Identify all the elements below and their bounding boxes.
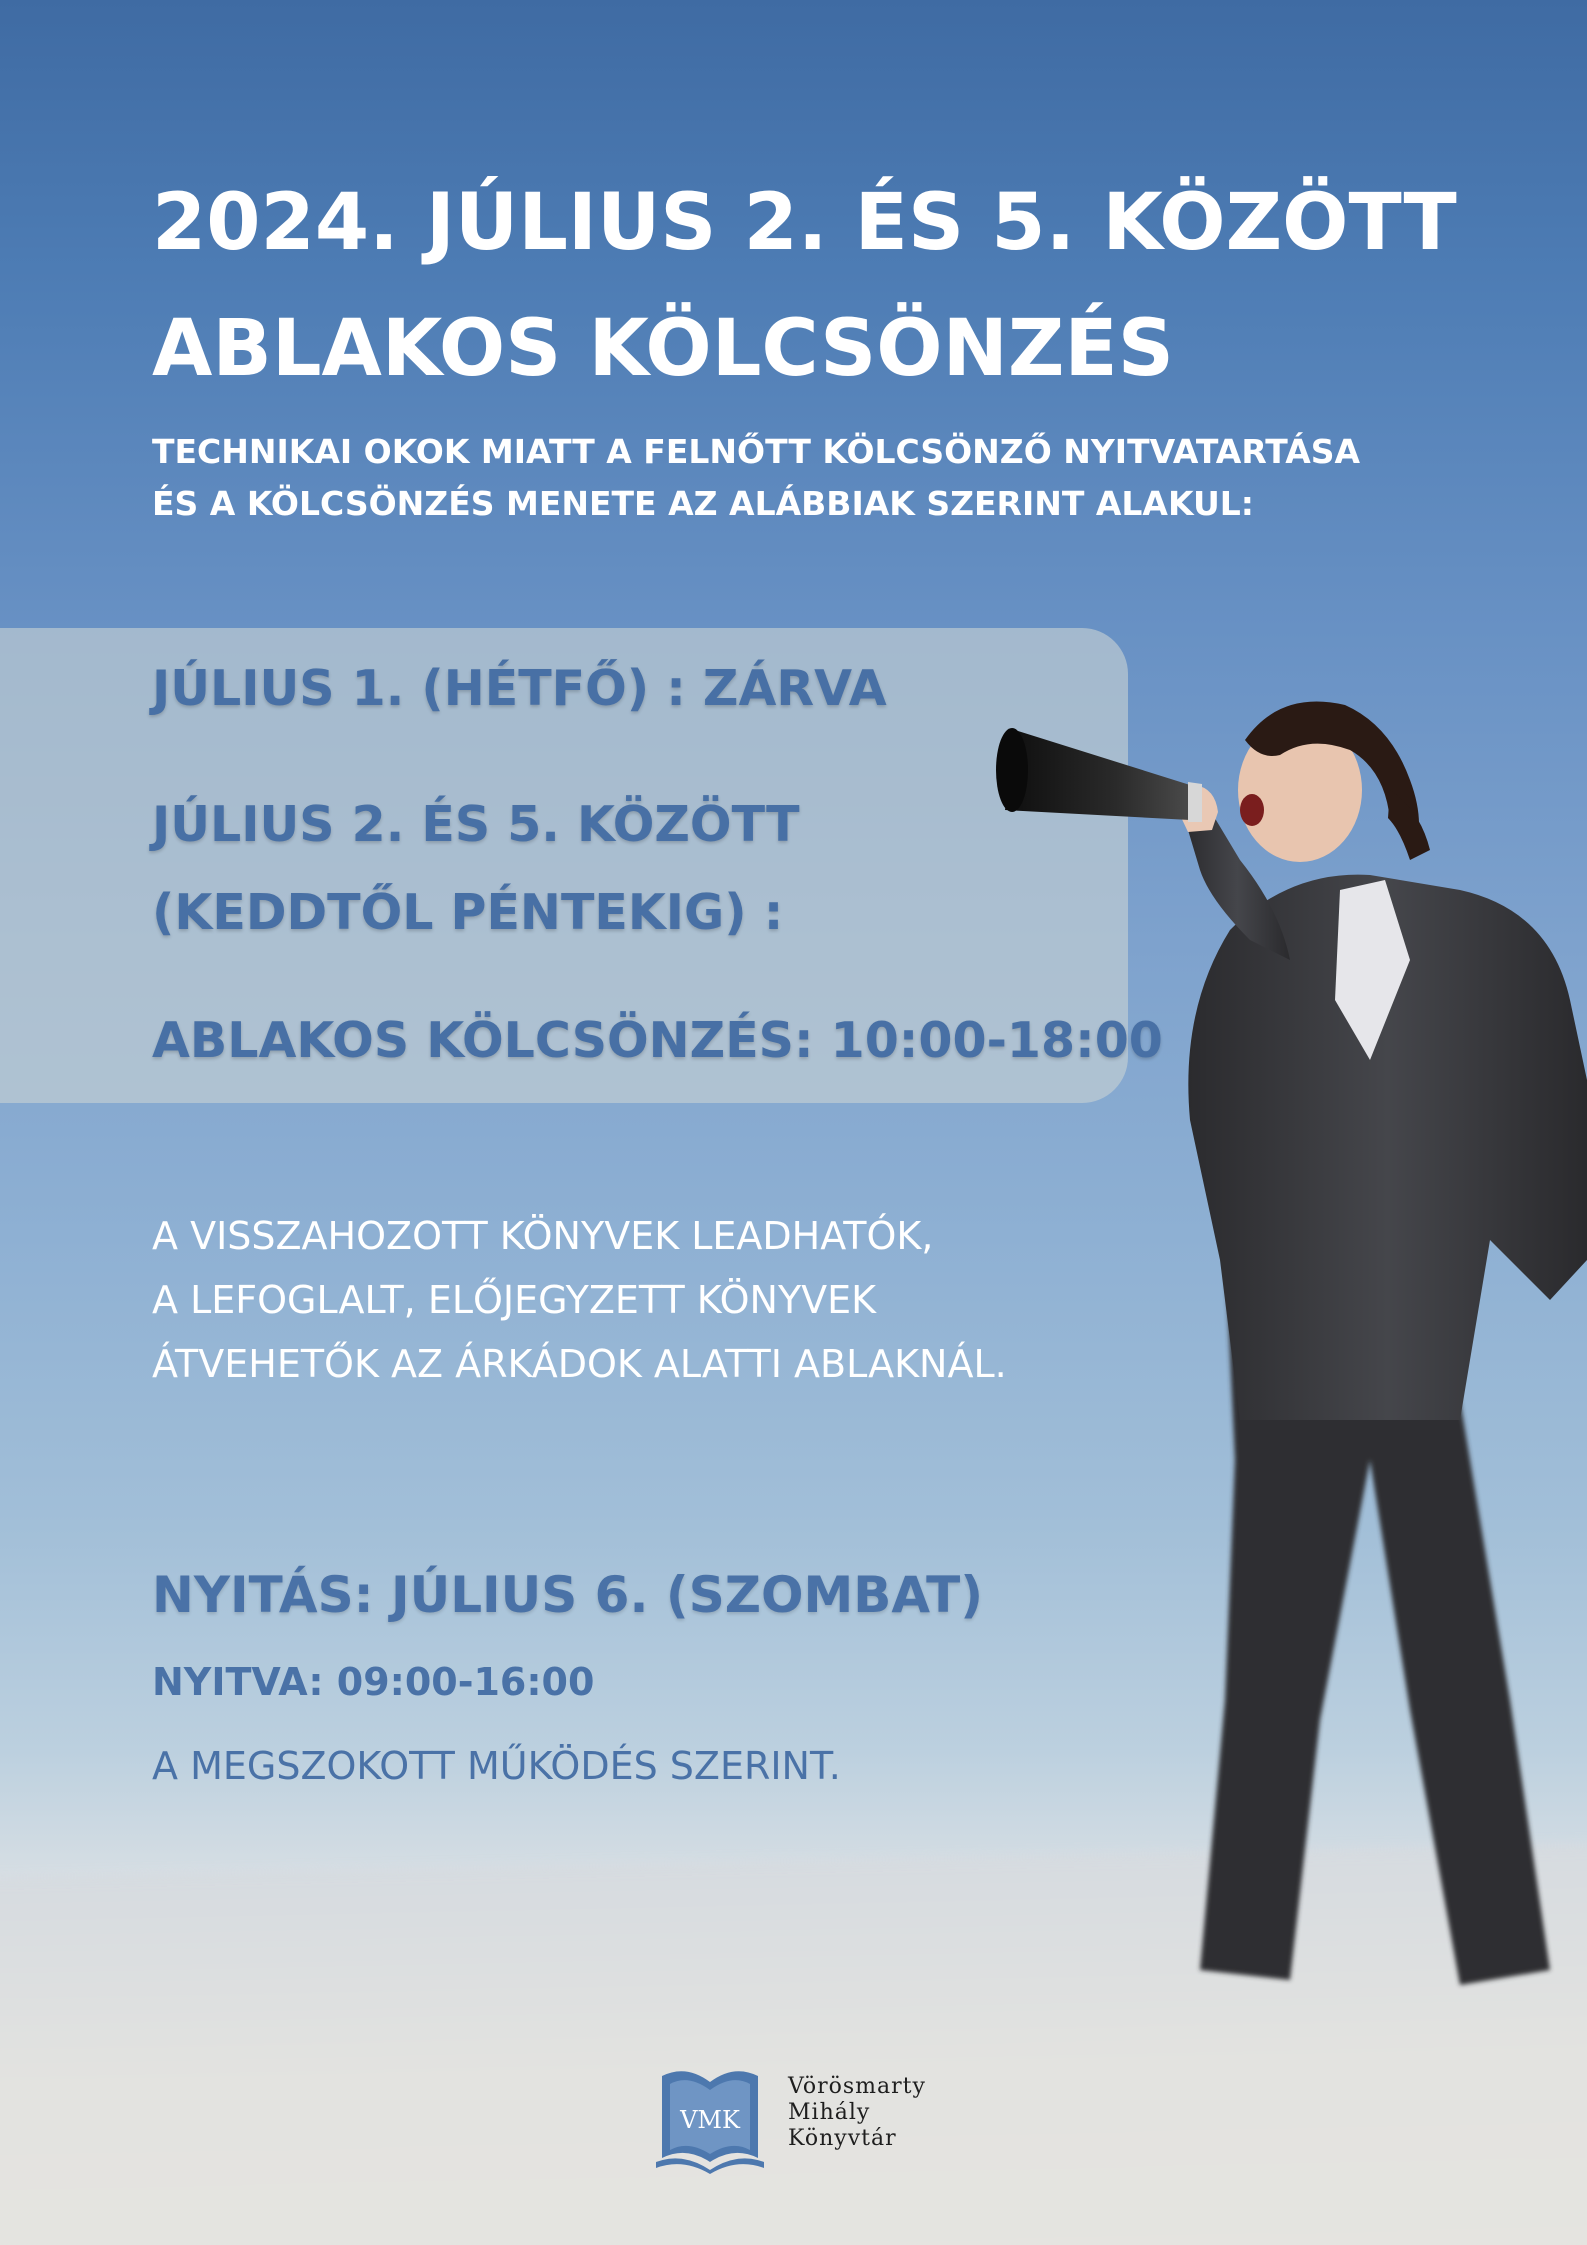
returns-line-2: A LEFOGLALT, ELŐJEGYZETT KÖNYVEK	[152, 1278, 877, 1322]
opening-title: NYITÁS: JÚLIUS 6. (SZOMBAT)	[152, 1566, 984, 1624]
window-period-line-1: JÚLIUS 2. ÉS 5. KÖZÖTT	[152, 796, 800, 853]
returns-info	[152, 1204, 1007, 1396]
intro-text	[152, 426, 1532, 530]
library-name-line-1: Vörösmarty	[788, 2074, 926, 2099]
library-logo	[656, 2058, 966, 2178]
open-book-logo-icon	[656, 2062, 764, 2174]
returns-line-1: A VISSZAHOZOTT KÖNYVEK LEADHATÓK,	[152, 1214, 934, 1258]
opening-note: A MEGSZOKOTT MŰKÖDÉS SZERINT.	[152, 1744, 841, 1788]
opening-hours: NYITVA: 09:00-16:00	[152, 1660, 595, 1704]
logo-monogram: VMK	[680, 2106, 740, 2134]
woman-with-megaphone-illustration	[990, 700, 1587, 1990]
library-name-line-2: Mihály	[788, 2100, 871, 2125]
library-name	[788, 2074, 926, 2152]
returns-line-3: ÁTVEHETŐK AZ ÁRKÁDOK ALATTI ABLAKNÁL.	[152, 1342, 1007, 1386]
headline	[152, 160, 1552, 412]
library-name-line-3: Könyvtár	[788, 2126, 897, 2151]
window-hours-text: ABLAKOS KÖLCSÖNZÉS: 10:00-18:00	[152, 1012, 1163, 1069]
intro-line-1: TECHNIKAI OKOK MIATT A FELNŐTT KÖLCSÖNZŐ NYITVATARTÁSA	[152, 432, 1361, 471]
headline-line-2: ABLAKOS KÖLCSÖNZÉS	[152, 304, 1174, 394]
window-period-line-2: (KEDDTŐL PÉNTEKIG) :	[152, 884, 784, 941]
intro-line-2: ÉS A KÖLCSÖNZÉS MENETE AZ ALÁBBIAK SZERINT ALAKUL:	[152, 484, 1254, 523]
closed-day-text: JÚLIUS 1. (HÉTFŐ) : ZÁRVA	[152, 660, 887, 717]
headline-line-1: 2024. JÚLIUS 2. ÉS 5. KÖZÖTT	[152, 178, 1457, 268]
